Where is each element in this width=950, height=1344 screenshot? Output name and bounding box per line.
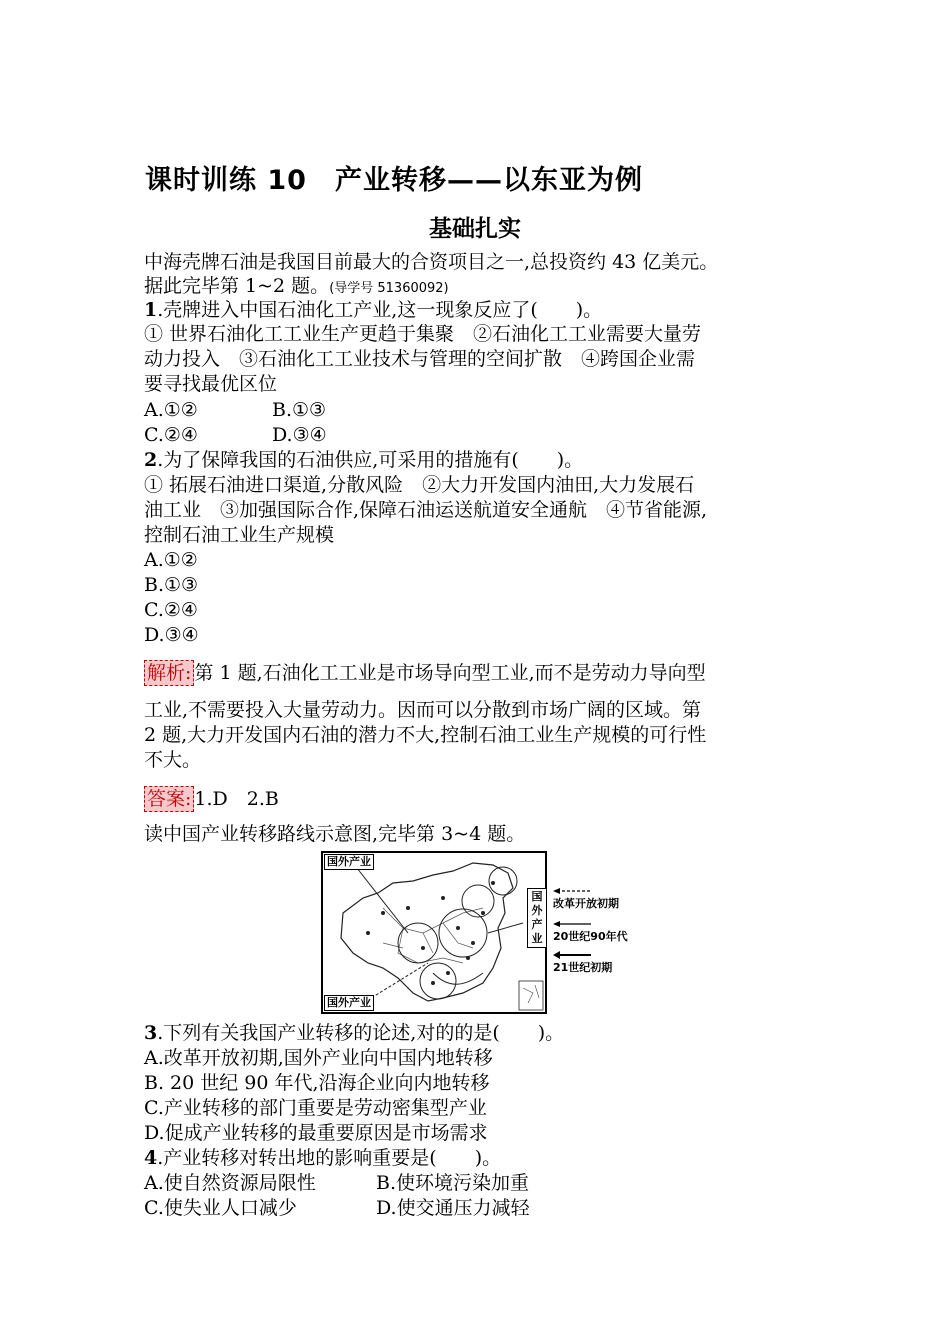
question-1-text: .壳牌进入中国石油化工产业,这一现象反应了( )。 xyxy=(157,299,603,321)
option-a: A.改革开放初期,国外产业向中国内地转移 xyxy=(144,1047,493,1069)
question-1-statement: 动力投入 ③石油化工工业技术与管理的空间扩散 ④跨国企业需 xyxy=(144,348,696,370)
option-c: C.②④ xyxy=(144,424,198,446)
option-b: B.使环境污染加重 xyxy=(376,1172,530,1194)
analysis-line-1 xyxy=(144,660,809,686)
question-1-statement: ① 世界石油化工工业生产更趋于集聚 ②石油化工工业需要大量劳 xyxy=(144,323,702,345)
reference-number: (导学号 51360092) xyxy=(329,281,449,296)
option-d: D.促成产业转移的最重要原因是市场需求 xyxy=(144,1122,488,1144)
solid-arrow-icon xyxy=(553,920,593,928)
legend-item-2 xyxy=(553,920,628,944)
question-2-number: 2 xyxy=(144,449,158,471)
map-label-bottom: 国外产业 xyxy=(324,995,374,1011)
question-2-statement: ① 拓展石油进口渠道,分散风险 ②大力开发国内油田,大力发展石 xyxy=(144,474,695,496)
question-2-text: .为了保障我国的石油供应,可采用的措施有( )。 xyxy=(157,449,584,471)
legend-label-1: 改革开放初期 xyxy=(553,897,619,910)
map-label-right: 国外产业 xyxy=(527,888,547,948)
legend-label-2: 20世纪90年代 xyxy=(553,930,628,943)
bold-arrow-icon xyxy=(553,951,593,959)
option-b: B. 20 世纪 90 年代,沿海企业向内地转移 xyxy=(144,1072,490,1094)
option-c: C.产业转移的部门重要是劳动密集型产业 xyxy=(144,1097,487,1119)
question-3-text: .下列有关我国产业转移的论述,对的的是( )。 xyxy=(157,1022,565,1044)
china-map-illustration xyxy=(323,853,545,1012)
question-1-options-row xyxy=(144,423,809,447)
intro-line-2 xyxy=(144,274,809,301)
answer-text: 1.D 2.B xyxy=(194,788,279,810)
answer-line xyxy=(144,786,809,812)
analysis-line-3: 2 题,大力开发国内石油的潜力不大,控制石油工业生产规模的可行性 xyxy=(144,724,707,746)
option-d: D.使交通压力减轻 xyxy=(376,1197,530,1219)
option-c: C.使失业人口减少 xyxy=(144,1197,297,1219)
intro-2: 读中国产业转移路线示意图,完毕第 3~4 题。 xyxy=(144,823,526,845)
question-1-stem xyxy=(144,298,809,322)
analysis-tag: 解析: xyxy=(144,660,194,686)
intro-text: 据此完毕第 1~2 题。 xyxy=(144,275,330,297)
option-d: D.③④ xyxy=(272,424,327,446)
page-title: 课时训练 10 产业转移——以东亚为例 xyxy=(145,165,643,196)
question-1-options-row xyxy=(144,398,809,422)
section-heading: 基础扎实 xyxy=(429,216,521,242)
legend-label-3: 21世纪初期 xyxy=(553,961,613,974)
intro-line-1: 中海壳牌石油是我国目前最大的合资项目之一,总投资约 43 亿美元。 xyxy=(144,251,719,273)
option-d: D.③④ xyxy=(144,624,199,646)
question-2-statement: 控制石油工业生产规模 xyxy=(144,524,335,546)
question-2-stem xyxy=(144,448,809,472)
legend-item-1 xyxy=(553,887,619,911)
question-4-text: .产业转移对转出地的影响重要是( )。 xyxy=(157,1147,502,1169)
option-c: C.②④ xyxy=(144,599,198,621)
question-2-statement: 油工业 ③加强国际合作,保障石油运送航道安全通航 ④节省能源, xyxy=(144,499,708,521)
question-1-statement: 要寻找最优区位 xyxy=(144,373,278,395)
analysis-line-4: 不大。 xyxy=(144,749,202,771)
question-1-number: 1 xyxy=(144,299,158,321)
question-3-stem xyxy=(144,1021,809,1045)
question-4-options-row xyxy=(144,1171,809,1195)
option-b: B.①③ xyxy=(144,574,199,596)
question-4-stem xyxy=(144,1146,809,1170)
map-label-top: 国外产业 xyxy=(324,854,374,870)
analysis-line-2: 工业,不需要投入大量劳动力。因而可以分散到市场广阔的区域。第 xyxy=(144,699,702,721)
answer-tag: 答案: xyxy=(144,786,194,812)
question-4-options-row xyxy=(144,1196,809,1220)
dashed-arrow-icon xyxy=(553,887,593,895)
legend-item-3 xyxy=(553,951,612,975)
option-a: A.使自然资源局限性 xyxy=(144,1172,316,1194)
option-b: B.①③ xyxy=(272,399,327,421)
option-a: A.①② xyxy=(144,399,198,421)
option-a: A.①② xyxy=(144,549,198,571)
question-4-number: 4 xyxy=(144,1147,158,1169)
question-3-number: 3 xyxy=(144,1022,158,1044)
analysis-text: 第 1 题,石油化工工业是市场导向型工业,而不是劳动力导向型 xyxy=(194,662,706,684)
industry-transfer-map xyxy=(321,851,547,1014)
